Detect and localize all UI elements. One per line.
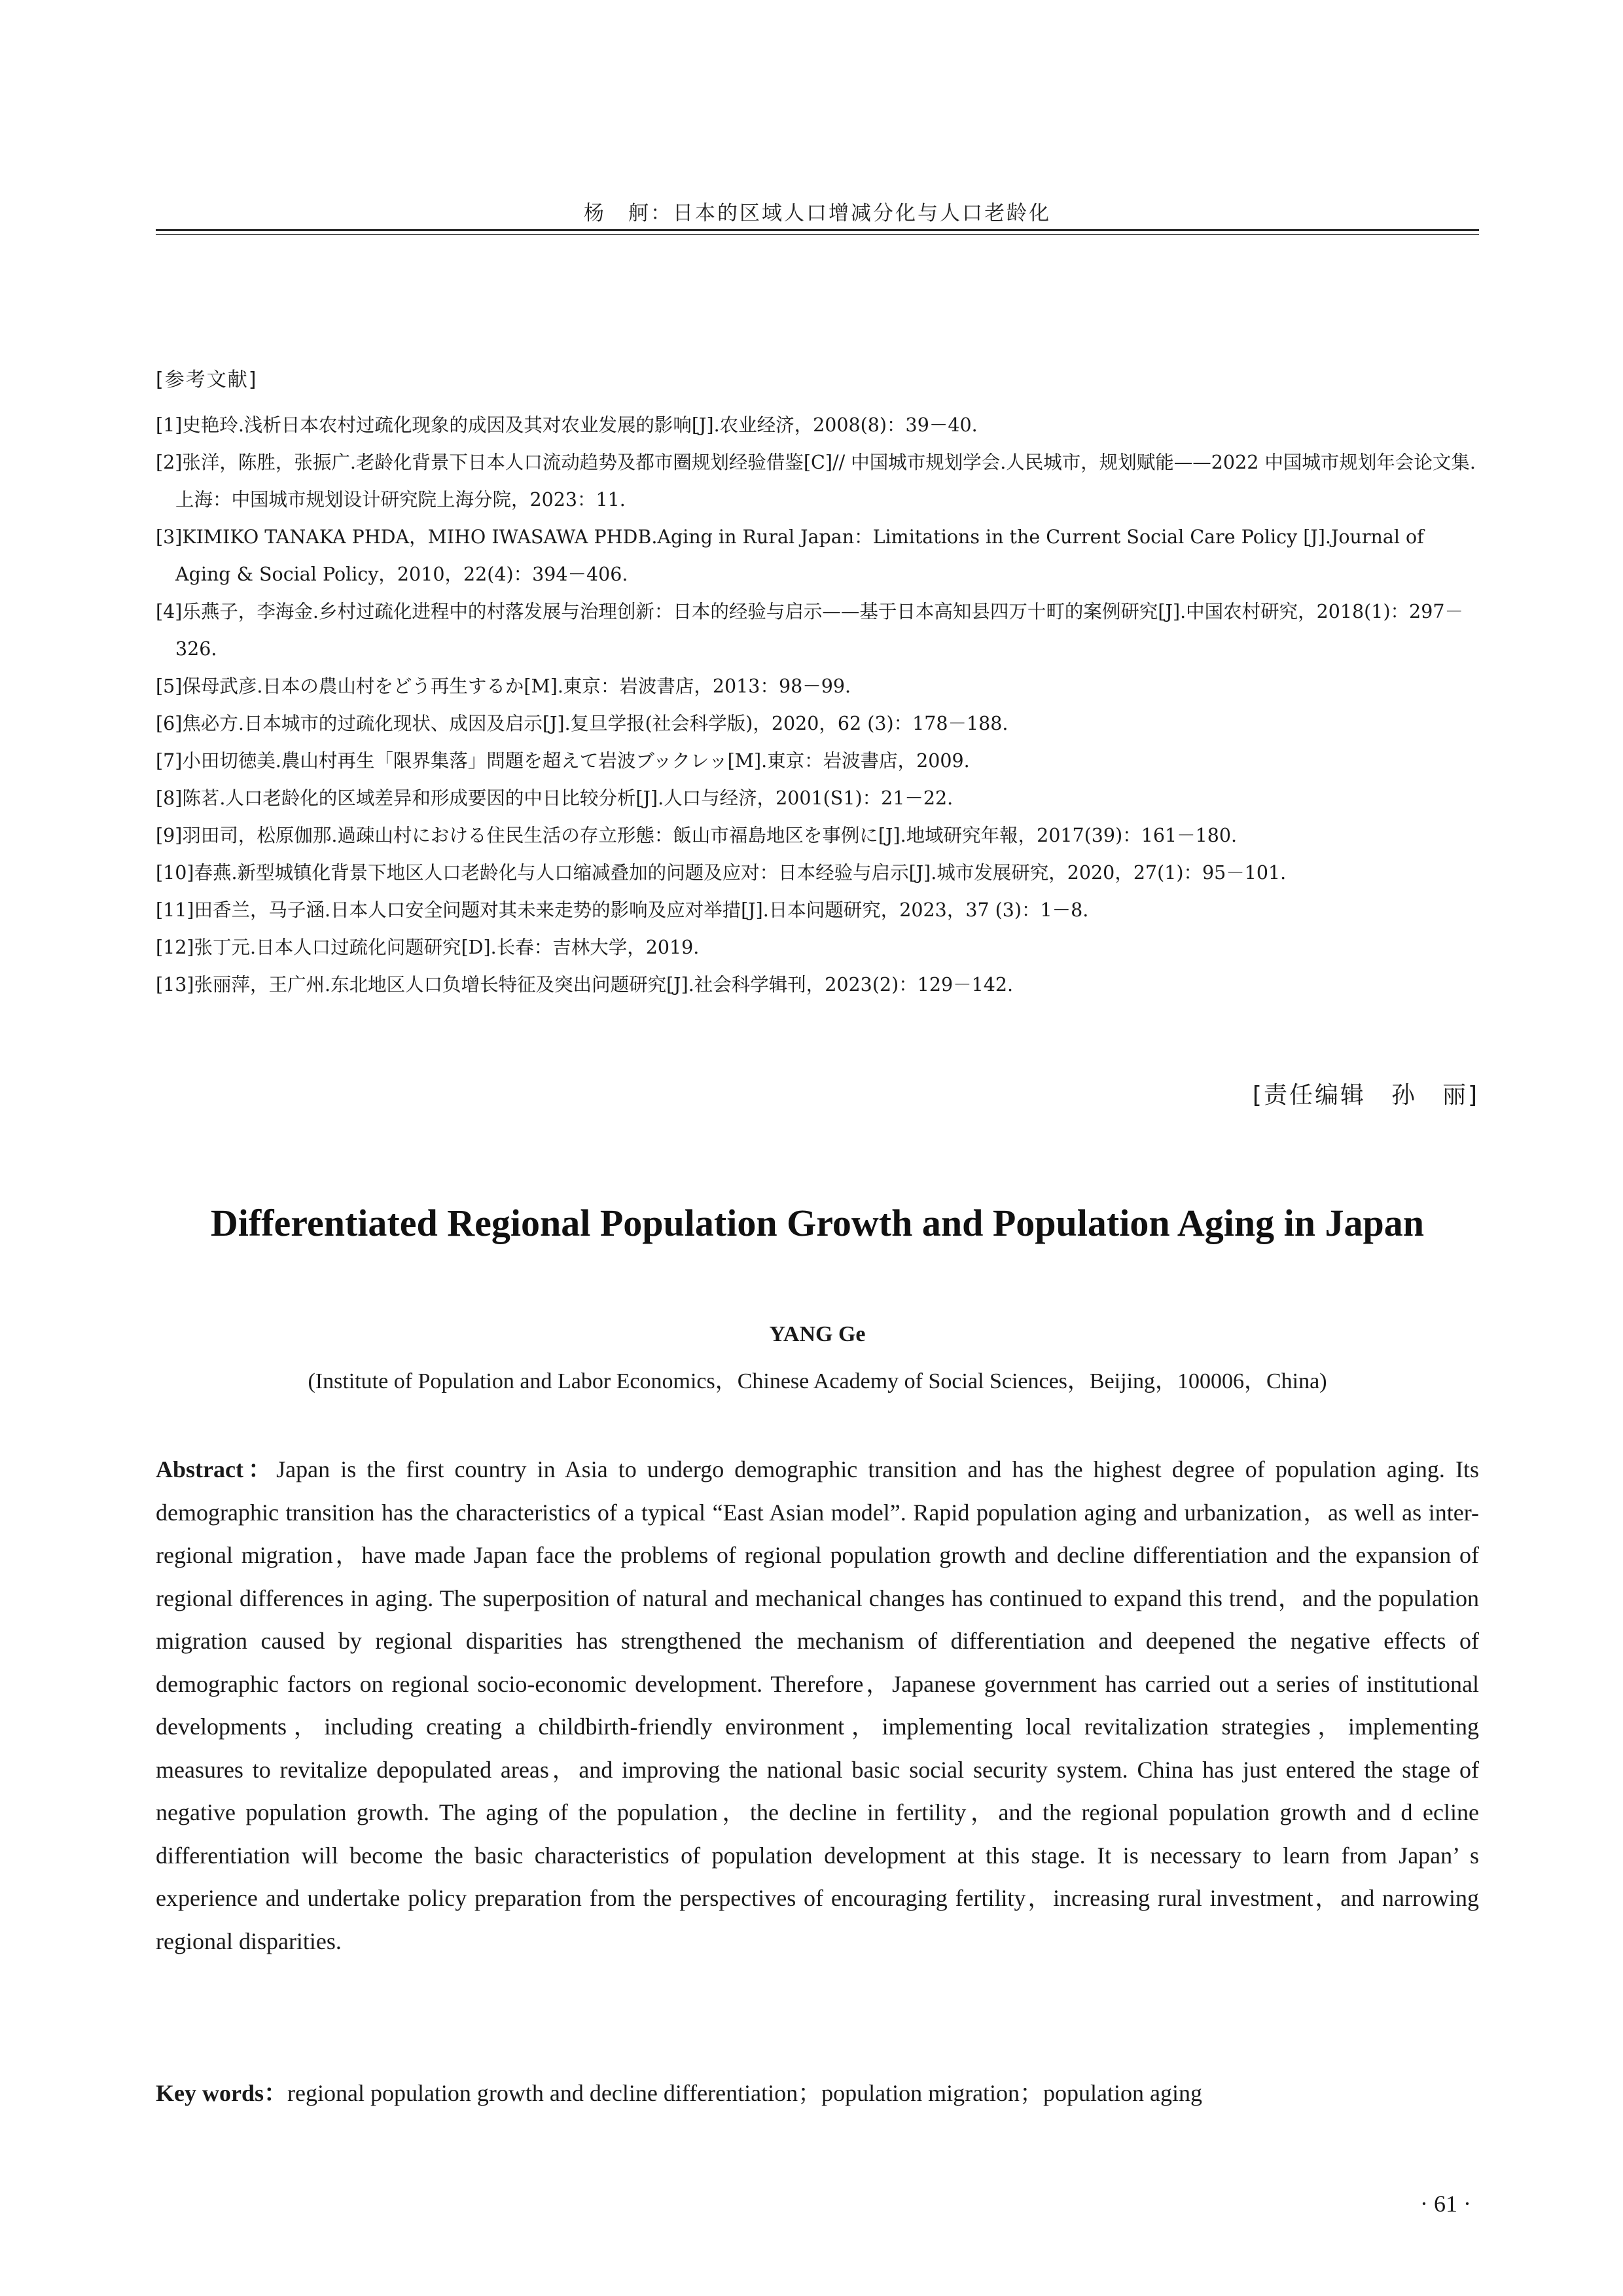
reference-item: [13]张丽萍，王广州.东北地区人口负增长特征及突出问题研究[J].社会科学辑刊，2023(2)：129－142. [156, 974, 1014, 996]
references-section [156, 363, 1479, 1003]
reference-item: [12]张丁元.日本人口过疏化问题研究[D].长春：吉林大学，2019. [156, 937, 700, 958]
reference-item: [8]陈茗.人口老龄化的区域差异和形成要因的中日比较分析[J].人口与经济，2001(S1)：21－22. [156, 787, 954, 809]
reference-item: [3]KIMIKO TANAKA PHDA，MIHO IWASAWA PHDB.Aging in Rural Japan：Limitations in the Current Social Care Policy [J].Journal of Aging & Social Policy，2010，22(4)：394－406. [156, 526, 1424, 585]
page-number: · 61 · [1420, 2191, 1471, 2217]
keywords-label: Key words： [156, 2080, 287, 2106]
reference-item: [6]焦必方.日本城市的过疏化现状、成因及启示[J].复旦学报(社会科学版)，2020，62 (3)：178－188. [156, 713, 1008, 734]
reference-item: [5]保母武彦.日本の農山村をどう再生するか[M].東京：岩波書店，2013：98－99. [156, 675, 851, 697]
running-head: 杨 舸：日本的区域人口增减分化与人口老龄化 [584, 202, 1051, 225]
reference-item: [4]乐燕子，李海金.乡村过疏化进程中的村落发展与治理创新：日本的经验与启示——基于日本高知县四万十町的案例研究[J].中国农村研究，2018(1)：297－326. [156, 601, 1463, 660]
reference-item: [2]张洋，陈胜，张振广.老龄化背景下日本人口流动趋势及都市圈规划经验借鉴[C]// 中国城市规划学会.人民城市，规划赋能——2022 中国城市规划年会论文集.上海：中国城市规划设计研究院上海分院，2023：11. [156, 452, 1476, 511]
reference-item: [7]小田切徳美.農山村再生「限界集落」問題を超えて岩波ブックレッ[M].東京：岩波書店，2009. [156, 750, 970, 772]
english-title: Differentiated Regional Population Growth and Population Aging in Japan [210, 1202, 1425, 1244]
header-rule [156, 229, 1479, 231]
reference-item: [10]春燕.新型城镇化背景下地区人口老龄化与人口缩减叠加的问题及应对：日本经验与启示[J].城市发展研究，2020，27(1)：95－101. [156, 862, 1287, 884]
abstract-text: Japan is the first country in Asia to undergo demographic transition and has the highest degree of population aging. Its demographic transition has the characteristics of a typical “East Asian model”. Rapid population aging and urbanization，as well as inter-regional migration，have made Japan face the problems of regional population growth and decline differentiation and the expansion of regional differences in aging. The superposition of natural and mechanical changes has continued to expand this trend，and the population migration caused by regional disparities has strengthened the mechanism of differentiation and deepened the negative effects of demographic factors on regional socio-economic development. Therefore，Japanese government has carried out a series of institutional developments，including creating a childbirth-friendly environment，implementing local revitalization strategies，implementing measures to revitalize depopulated areas，and improving the national basic social security system. China has just entered the stage of negative population growth. The aging of the population，the decline in fertility，and the regional population growth and d ecline differentiation will become the basic characteristics of population development at this stage. It is necessary to learn from Japan’ s experience and undertake policy preparation from the perspectives of encouraging fertility，increasing rural investment，and narrowing regional disparities. [156, 1456, 1480, 1954]
reference-list [156, 406, 1479, 1003]
reference-item: [9]羽田司，松原伽那.過疎山村における住民生活の存立形態：飯山市福島地区を事例に[J].地域研究年報，2017(39)：161－180. [156, 825, 1238, 846]
editor-note: [责任编辑 孙 丽] [1252, 1082, 1479, 1109]
keywords [156, 2073, 1479, 2113]
reference-item: [11]田香兰，马子涵.日本人口安全问题对其未来走势的影响及应对举措[J].日本问题研究，2023，37 (3)：1－8. [156, 899, 1089, 921]
header-rule-thin [156, 234, 1479, 235]
keywords-text: regional population growth and decline differentiation；population migration；population aging [287, 2080, 1203, 2106]
author-affiliation: (Institute of Population and Labor Economics，Chinese Academy of Social Sciences，Beijing，100006，China) [308, 1369, 1327, 1393]
references-heading: [参考文献] [156, 368, 258, 391]
abstract-label: Abstract： [156, 1456, 277, 1482]
abstract [156, 1448, 1479, 1963]
author-name: YANG Ge [769, 1322, 866, 1346]
reference-item: [1]史艳玲.浅析日本农村过疏化现象的成因及其对农业发展的影响[J].农业经济，2008(8)：39－40. [156, 414, 978, 436]
